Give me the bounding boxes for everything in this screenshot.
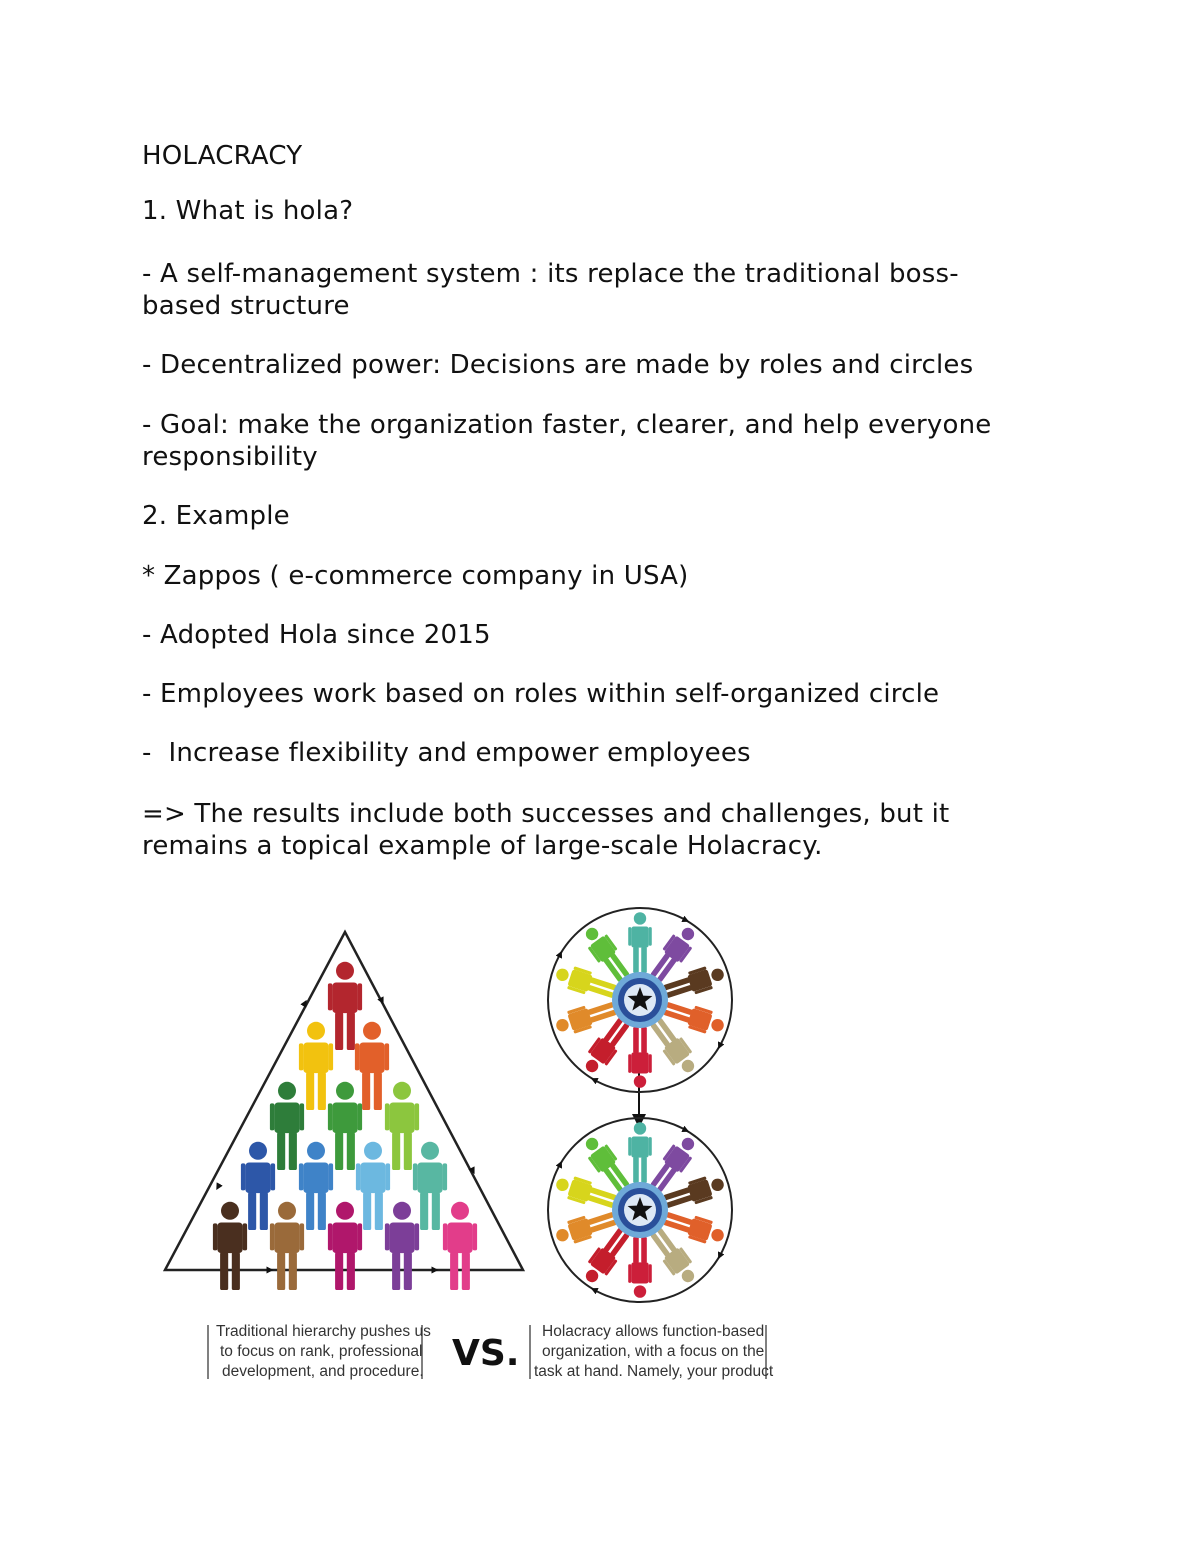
pyramid-person-icon (299, 1022, 333, 1110)
pyramid-people (213, 962, 477, 1290)
caption-right-line-1: Holacracy allows function-based (542, 1323, 765, 1340)
circle-person-icon (628, 1237, 652, 1298)
pyramid-arrow-left-low (218, 1169, 228, 1187)
vs-label: VS. (452, 1333, 520, 1374)
heading-example: 2. Example (142, 501, 290, 531)
pyramid-person-icon (355, 1022, 389, 1110)
pyramid-person-icon (443, 1202, 477, 1290)
bullet-flexibility: - Increase flexibility and empower employees (142, 738, 751, 768)
circle-person-icon (628, 1027, 652, 1088)
circle-person-icon (662, 1207, 727, 1248)
caption-row (208, 1323, 774, 1380)
pyramid-person-icon (213, 1202, 247, 1290)
holacracy-circle-top (548, 908, 732, 1092)
pyramid-person-icon (328, 1082, 362, 1170)
circle-person-icon (553, 1172, 618, 1213)
hierarchy-vs-holacracy-figure (140, 885, 780, 1400)
circle-person-icon (553, 1207, 618, 1248)
bullet-goal: - Goal: make the organization faster, clearer, and help everyone responsibility (142, 410, 992, 472)
circle-person-icon (553, 997, 618, 1038)
caption-right-line-3: task at hand. Namely, your product (534, 1363, 774, 1380)
caption-right-line-2: organization, with a focus on the (542, 1343, 765, 1360)
bullet-adopted: - Adopted Hola since 2015 (142, 620, 491, 650)
holacracy-circle-bottom (548, 1118, 732, 1302)
pyramid-person-icon (356, 1142, 390, 1230)
pyramid-person-icon (328, 1202, 362, 1290)
pyramid-person-icon (299, 1142, 333, 1230)
pyramid-person-icon (385, 1082, 419, 1170)
heading-what-is-hola: 1. What is hola? (142, 196, 354, 226)
caption-left-line-3: development, and procedure. (222, 1363, 424, 1380)
conclusion: => The results include both successes and challenges, but it remains a topical example of large-scale Holacracy. (142, 799, 950, 861)
bullet-employees-roles: - Employees work based on roles within self-organized circle (142, 679, 940, 709)
caption-left-line-2: to focus on rank, professional (220, 1343, 423, 1360)
pyramid-person-icon (270, 1082, 304, 1170)
holacracy-diagram (548, 908, 732, 1302)
bullet-decentralized-power: - Decentralized power: Decisions are made by roles and circles (142, 350, 974, 380)
circle-person-icon (662, 962, 727, 1003)
pyramid-person-icon (328, 962, 362, 1050)
circle-person-icon (553, 962, 618, 1003)
pyramid-diagram (165, 932, 523, 1290)
caption-left-line-1: Traditional hierarchy pushes us (216, 1323, 431, 1340)
document-title: HOLACRACY (142, 141, 303, 171)
pyramid-person-icon (241, 1142, 275, 1230)
pyramid-person-icon (270, 1202, 304, 1290)
pyramid-person-icon (413, 1142, 447, 1230)
bullet-zappos: * Zappos ( e-commerce company in USA) (142, 561, 689, 591)
pyramid-arrow-left (260, 1003, 305, 1085)
circle-person-icon (662, 1172, 727, 1213)
bullet-self-management: - A self-management system : its replace the traditional boss- based structure (142, 259, 959, 321)
circle-person-icon (628, 912, 652, 973)
pyramid-person-icon (385, 1202, 419, 1290)
circle-person-icon (662, 997, 727, 1038)
circle-person-icon (628, 1122, 652, 1183)
